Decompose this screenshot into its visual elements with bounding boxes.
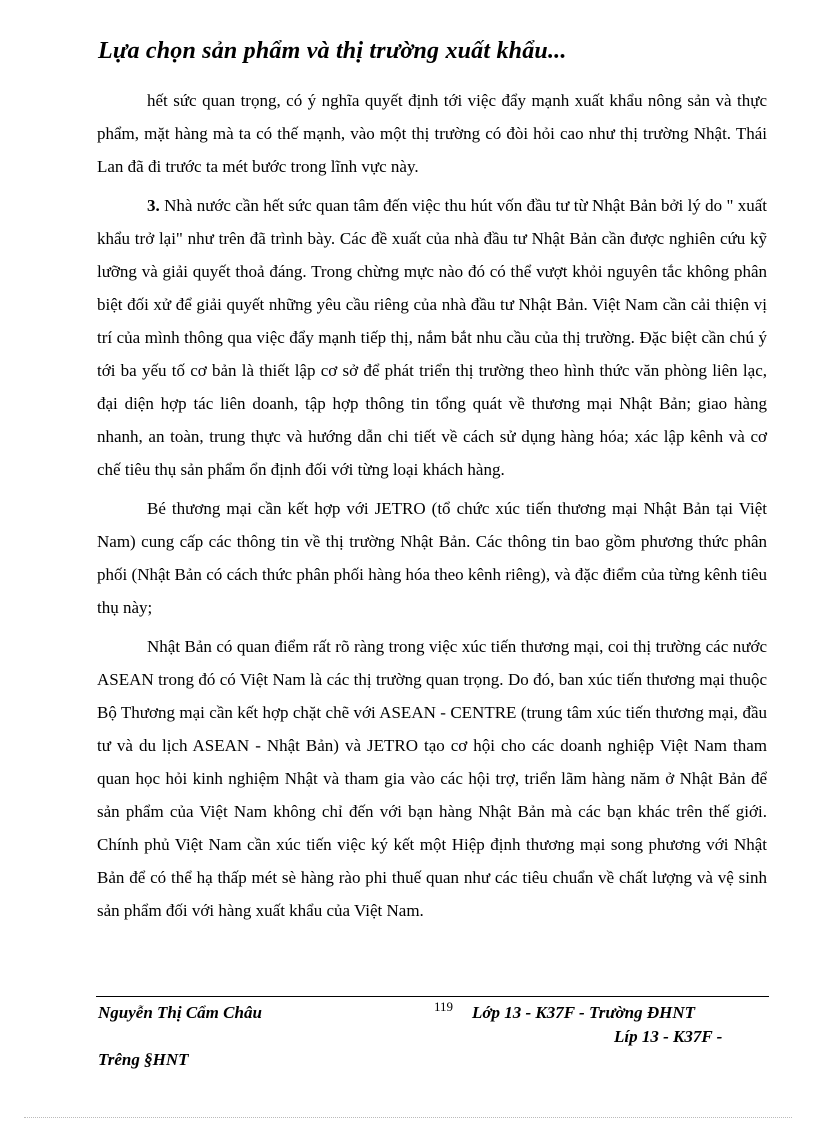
footer-school-duplicate: Trêng §HNT [98,1050,189,1069]
paragraph-asean: Nhật Bản có quan điểm rất rõ ràng trong việc xúc tiến thương mại, coi thị trường các nước ASEAN trong đó có Việt Nam là các thị trường quan trọng. Do đó, ban xúc tiến thương mại thuộc Bộ Thương mại cần kết hợp chặt chẽ với ASEAN - CENTRE (trung tâm xúc tiến thương mại, đầu tư và du lịch ASEAN - Nhật Bản) và JETRO tạo cơ hội cho các doanh nghiệp Việt Nam tham quan học hỏi kinh nghiệm Nhật và tham gia vào các hội trợ, triển lãm hàng năm ở Nhật Bản để sản phẩm của Việt Nam không chỉ đến với bạn hàng Nhật Bản mà các bạn khác trên thế giới. Chính phủ Việt Nam cần xúc tiến việc ký kết một Hiệp định thương mại song phương với Nhật Bản để có thể hạ thấp mét sè hàng rào phi thuế quan như các tiêu chuẩn về chất lượng và vệ sinh sản phẩm đối với hàng xuất khẩu của Việt Nam. [97,637,767,920]
footer-author: Nguyễn Thị Cẩm Châu [98,1003,262,1022]
footer-class-duplicate: Líp 13 - K37F - [614,1027,723,1046]
paragraph-continuation: hết sức quan trọng, có ý nghĩa quyết định tới việc đẩy mạnh xuất khẩu nông sản và thực phẩm, mặt hàng mà ta có thế mạnh, vào một thị trường có đòi hỏi cao như thị trường Nhật. Thái Lan đã đi trước ta mét bước trong lĩnh vực này. [97,91,767,176]
paragraph-3-text: Nhà nước cần hết sức quan tâm đến việc thu hút vốn đầu tư từ Nhật Bản bởi lý do " xuất khẩu trở lại" như trên đã trình bày. Các đề xuất của nhà đầu tư Nhật Bản cần được nghiên cứu kỹ lưỡng và giải quyết thoả đáng. Trong chừng mực nào đó có thể vượt khỏi nguyên tắc không phân biệt đối xử để giải quyết những yêu cầu riêng của nhà đầu tư Nhật Bản. Việt Nam cần cải thiện vị trí của mình thông qua việc đẩy mạnh tiếp thị, nắm bắt nhu cầu của thị trường. Đặc biệt cần chú ý tới ba yếu tố cơ bản là thiết lập cơ sở để phát triển thị trường theo hình thức văn phòng liên lạc, đại diện hợp tác liên doanh, tập hợp thông tin tổng quát về thương mại Nhật Bản; giao hàng nhanh, an toàn, trung thực và hướng dẫn chi tiết về cách sử dụng hàng hóa; xác lập kênh và cơ chế tiêu thụ sản phẩm ổn định đối với từng loại khách hàng. [97,196,767,479]
footer-class-school: Lớp 13 - K37F - Trường ĐHNT [472,1003,695,1022]
page-header-title: Lựa chọn sản phẩm và thị trường xuất khẩu... [98,38,567,64]
document-body [97,84,767,927]
footer-divider [96,996,769,997]
paragraph-number: 3. [147,196,160,215]
paragraph-jetro: Bé thương mại cần kết hợp với JETRO (tổ chức xúc tiến thương mại Nhật Bản tại Việt Nam) cung cấp các thông tin về thị trường Nhật Bản. Các thông tin bao gồm phương thức phân phối (Nhật Bản có cách thức phân phối hàng hóa theo kênh riêng), và đặc điểm của từng kênh tiêu thụ này; [97,499,767,617]
paragraph-3 [97,189,767,486]
page-bottom-border [24,1117,792,1118]
page-number: 119 [434,999,454,1014]
